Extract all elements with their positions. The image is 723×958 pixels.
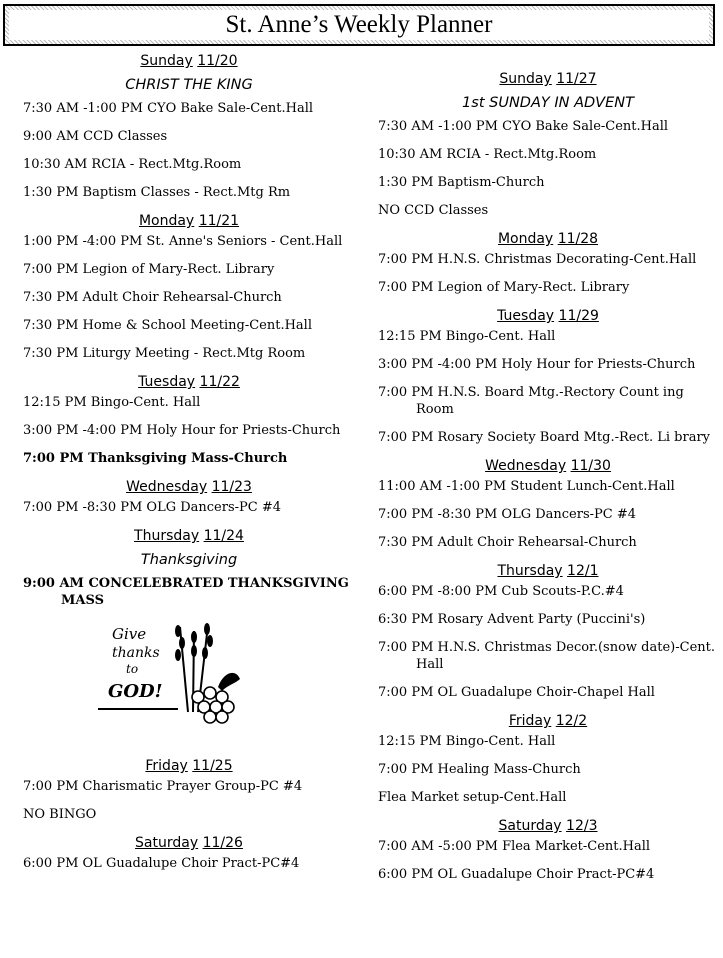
right-column — [378, 50, 718, 894]
event: 7:00 PM OL Guadalupe Choir-Chapel Hall — [378, 685, 655, 700]
event: 6:00 PM OL Guadalupe Choir Pract-PC#4 — [23, 856, 300, 871]
day-subtitle: CHRIST THE KING — [125, 77, 253, 93]
event: 1:30 PM Baptism-Church — [378, 175, 545, 190]
event: 12:15 PM Bingo-Cent. Hall — [378, 734, 556, 749]
event: 7:00 PM H.N.S. Board Mtg.-Rectory Count ing Room — [378, 385, 684, 417]
event: 7:00 PM H.N.S. Christmas Decor.(snow date)-Cent. Hall — [378, 640, 716, 672]
day-header: Sunday 11/20 — [140, 53, 238, 69]
day-subtitle: 1st SUNDAY IN ADVENT — [462, 95, 634, 111]
title-banner — [3, 4, 715, 46]
wheat-grains-icon — [175, 623, 213, 661]
day-header: Saturday 11/26 — [135, 835, 243, 851]
event: 11:00 AM -1:00 PM Student Lunch-Cent.Hall — [378, 479, 675, 494]
event: 1:00 PM -4:00 PM St. Anne's Seniors - Cent.Hall — [23, 234, 343, 249]
event: 7:00 PM -8:30 PM OLG Dancers-PC #4 — [378, 507, 637, 522]
event: 1:30 PM Baptism Classes - Rect.Mtg Rm — [23, 185, 291, 200]
event: 7:30 PM Home & School Meeting-Cent.Hall — [23, 318, 312, 333]
day-header: Monday 11/28 — [497, 231, 599, 247]
event: 7:00 PM Healing Mass-Church — [378, 762, 581, 777]
day-header: Friday 12/2 — [508, 713, 588, 729]
event: 7:00 AM -5:00 PM Flea Market-Cent.Hall — [378, 839, 651, 854]
event: 6:00 PM OL Guadalupe Choir Pract-PC#4 — [378, 867, 655, 882]
event: 7:30 AM -1:00 PM CYO Bake Sale-Cent.Hall — [23, 101, 314, 116]
event-highlight: 9:00 AM CONCELEBRATED THANKSGIVING MASS — [23, 576, 349, 608]
left-column — [23, 50, 355, 883]
event: 3:00 PM -4:00 PM Holy Hour for Priests-Church — [23, 423, 341, 438]
grape-leaf-icon — [218, 673, 240, 691]
graphic-word: to — [126, 662, 139, 676]
event: 7:00 PM Charismatic Prayer Group-PC #4 — [23, 779, 303, 794]
day-header: Thursday 12/1 — [497, 563, 599, 579]
event: 7:00 PM H.N.S. Christmas Decorating-Cent.Hall — [378, 252, 697, 267]
day-header: Saturday 12/3 — [498, 818, 598, 834]
day-header: Friday 11/25 — [145, 758, 233, 774]
event: NO BINGO — [23, 807, 97, 822]
event: 10:30 AM RCIA - Rect.Mtg.Room — [23, 157, 242, 172]
event: 12:15 PM Bingo-Cent. Hall — [23, 395, 201, 410]
day-header: Tuesday 11/29 — [497, 308, 599, 324]
page-title: St. Anne’s Weekly Planner — [9, 10, 709, 40]
event: 3:00 PM -4:00 PM Holy Hour for Priests-Church — [378, 357, 696, 372]
give-thanks-illustration — [98, 617, 248, 727]
event: 7:00 PM -8:30 PM OLG Dancers-PC #4 — [23, 500, 282, 515]
event: 7:30 AM -1:00 PM CYO Bake Sale-Cent.Hall — [378, 119, 669, 134]
event: Flea Market setup-Cent.Hall — [378, 790, 567, 805]
event: 7:30 PM Adult Choir Rehearsal-Church — [378, 535, 637, 550]
event: 6:30 PM Rosary Advent Party (Puccini's) — [378, 612, 646, 627]
event: 10:30 AM RCIA - Rect.Mtg.Room — [378, 147, 597, 162]
day-header: Sunday 11/27 — [499, 71, 597, 87]
day-subtitle: Thanksgiving — [140, 552, 238, 568]
day-header: Wednesday 11/23 — [126, 479, 252, 495]
graphic-word: Give — [112, 625, 147, 643]
event: 12:15 PM Bingo-Cent. Hall — [378, 329, 556, 344]
event: 7:30 PM Adult Choir Rehearsal-Church — [23, 290, 282, 305]
graphic-word: thanks — [112, 645, 160, 661]
event: 7:00 PM Legion of Mary-Rect. Library — [378, 280, 630, 295]
graphic-word: GOD! — [108, 681, 163, 702]
event: 7:30 PM Liturgy Meeting - Rect.Mtg Room — [23, 346, 306, 361]
grapes-icon — [192, 687, 234, 723]
day-header: Wednesday 11/30 — [485, 458, 611, 474]
event: 6:00 PM -8:00 PM Cub Scouts-P.C.#4 — [378, 584, 624, 599]
day-header: Monday 11/21 — [138, 213, 240, 229]
event: 9:00 AM CCD Classes — [23, 129, 168, 144]
day-header: Tuesday 11/22 — [138, 374, 240, 390]
event: 7:00 PM Rosary Society Board Mtg.-Rect. Li brary — [378, 430, 711, 445]
event-highlight: 7:00 PM Thanksgiving Mass-Church — [23, 451, 288, 466]
event: 7:00 PM Legion of Mary-Rect. Library — [23, 262, 275, 277]
day-header: Thursday 11/24 — [134, 528, 244, 544]
event: NO CCD Classes — [378, 203, 489, 218]
